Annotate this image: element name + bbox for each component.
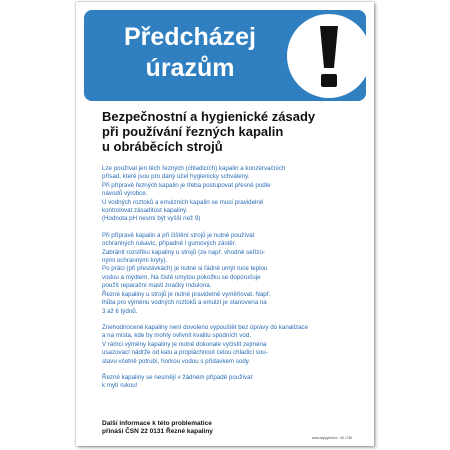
text-line: U vodných roztoků a emulzních kapalin se musí pravidelně	[102, 198, 264, 206]
instructions-body	[102, 165, 364, 399]
text-line: použít reparační masti značky Indulona.	[102, 282, 212, 290]
text-line: ochranných rukavic, případně i gumových zástěr.	[102, 240, 237, 248]
text-line: a na místa, kde by mohly ovlivnit kvalitu spodních vod.	[102, 332, 251, 340]
text-line: kontrolovat zásaditost kapaliny.	[102, 207, 188, 215]
text-line: Řezné kapaliny se nesmějí v žádném případě používat	[102, 373, 253, 381]
paragraph-4	[102, 374, 364, 391]
text-line: stavu včetně potrubí, horkou vodou s přídavkem sody.	[102, 357, 251, 365]
paragraph-1	[102, 165, 364, 224]
footer-line-1: Další informace k této problematice	[102, 420, 212, 427]
text-line: 3 až 6 týdnů.	[102, 307, 138, 315]
heading-line-2: při používání řezných kapalin	[102, 124, 284, 139]
header-banner	[84, 10, 366, 101]
text-line: návodů výrobce.	[102, 190, 148, 198]
paragraph-2	[102, 232, 364, 316]
footer-line-2: přináší ČSN 22 0131 Řezné kapaliny	[102, 428, 213, 436]
main-heading	[102, 109, 364, 154]
banner-title-line-2: úrazům	[145, 54, 235, 82]
text-line: nými ochrannými kryty).	[102, 257, 168, 265]
banner-title-line-1: Předcházej	[123, 23, 256, 51]
text-line: Řezné kapaliny u strojů je nutné pravidelně vyměňovat. Např.	[102, 290, 271, 298]
text-line: usazovací nádrže od kalu a propláchnout celou chladicí sou-	[102, 349, 268, 357]
text-line: Lze používat jen těch řezných (chladicích) kapalin a konzervačních	[102, 165, 286, 172]
text-line: Zabránit rozstřiku kapaliny u strojů (ze např. vhodně seřízo-	[102, 248, 266, 256]
heading-line-3: u obráběcích strojů	[102, 139, 223, 154]
text-line: Při přípravě kapalin a při čištění strojů je nutné používat	[102, 231, 255, 239]
text-line: k mytí rukou!	[102, 382, 138, 390]
text-line: Při přípravě řezných kapalin je třeba postupovat přesně podle	[102, 181, 271, 189]
banner-title	[100, 22, 280, 84]
text-line: Po práci (při přestávkách) je nutné si řádně umýt ruce teplou	[102, 265, 268, 273]
text-line: přísad, které jsou pro daný účel hygienicky schváleny.	[102, 173, 250, 181]
paragraph-3	[102, 324, 364, 366]
text-line: Znehodnocené kapaliny není dovoleno vypouštět bez úpravy do kanalizace	[102, 323, 309, 331]
safety-sign-sheet	[76, 2, 374, 446]
text-line: vodou a mýdlem. Na čisté umytou pokožku se doporučuje	[102, 273, 261, 281]
exclamation-icon	[287, 14, 371, 98]
text-line: (Hodnota pH nesmí být vyšší než 9)	[102, 215, 201, 223]
footer-reference	[102, 420, 302, 436]
text-line: V rámci výměny kapaliny je nutné dokonale vyčistit zejména	[102, 340, 267, 348]
text-line: lhůta pro výměnu vodných roztoků a emulzí je stanovena na	[102, 299, 267, 307]
product-code: www.happyend.cz · 60 1736	[312, 436, 353, 440]
heading-line-1: Bezpečnostní a hygienické zásady	[102, 109, 316, 124]
